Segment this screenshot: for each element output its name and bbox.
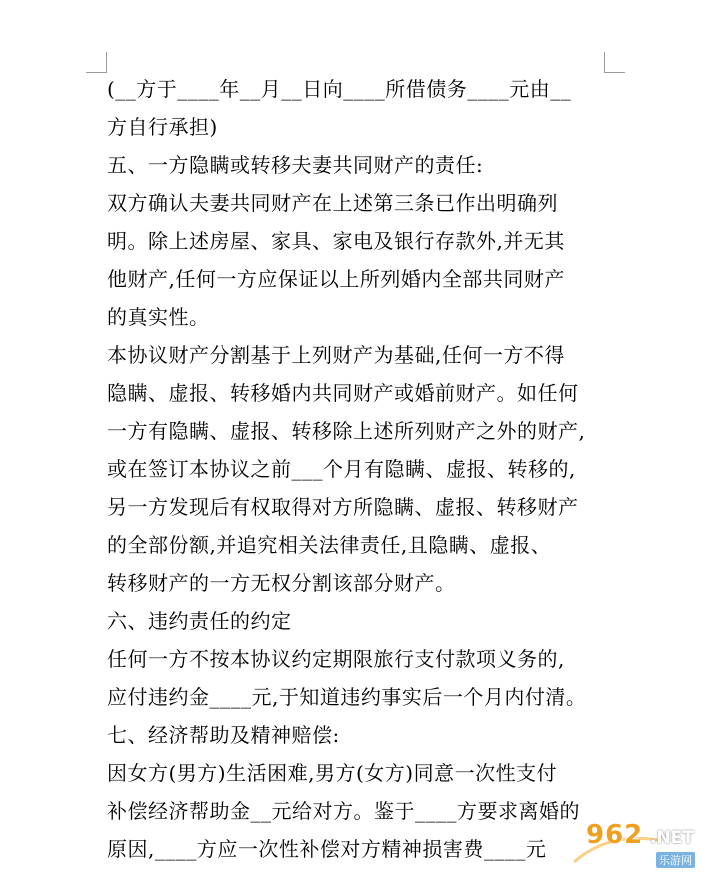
text-line: 另一方发现后有权取得对方所隐瞒、虚报、转移财产: [107, 495, 579, 519]
text-line: 他财产,任何一方应保证以上所列婚内全部共同财产: [107, 267, 565, 291]
text-line: 隐瞒、虚报、转移婚内共同财产或婚前财产。如任何: [107, 381, 579, 405]
watermark-logo-text: 962: [586, 820, 644, 850]
text-line: (__方于____年__月__日向____所借债务____元由__: [107, 77, 572, 101]
text-line: 方自行承担): [107, 115, 218, 139]
section-heading: 七、经济帮助及精神赔偿:: [107, 723, 340, 747]
text-line: 原因,____方应一次性补偿对方精神损害费____元: [107, 837, 547, 861]
text-line: 补偿经济帮助金__元给对方。鉴于____方要求离婚的: [107, 799, 580, 823]
crop-mark-top-left: [86, 52, 107, 73]
watermark-site-name: 乐游网: [656, 852, 695, 868]
text-line: 一方有隐瞒、虚报、转移除上述所列财产之外的财产,: [107, 419, 586, 443]
section-heading: 五、一方隐瞒或转移夫妻共同财产的责任:: [107, 153, 484, 177]
text-line: 任何一方不按本协议约定期限旅行支付款项义务的,: [107, 647, 565, 671]
text-line: 双方确认夫妻共同财产在上述第三条已作出明确列: [107, 191, 558, 215]
text-line: 明。除上述房屋、家具、家电及银行存款外,并无其: [107, 229, 565, 253]
text-line: 转移财产的一方无权分割该部分财产。: [107, 571, 456, 595]
text-line: 的全部份额,并追究相关法律责任,且隐瞒、虚报、: [107, 533, 552, 557]
section-heading: 六、违约责任的约定: [107, 609, 292, 633]
document-body: [107, 70, 617, 868]
text-line: 或在签订本协议之前___个月有隐瞒、虚报、转移的,: [107, 457, 576, 481]
text-line: 的真实性。: [107, 305, 210, 329]
text-line: 应付违约金____元,于知道违约事实后一个月内付清。: [107, 685, 587, 709]
watermark-logo-suffix: .NET: [650, 828, 694, 848]
text-line: 因女方(男方)生活困难,男方(女方)同意一次性支付: [107, 761, 558, 785]
text-line: 本协议财产分割基于上列财产为基础,任何一方不得: [107, 343, 565, 367]
